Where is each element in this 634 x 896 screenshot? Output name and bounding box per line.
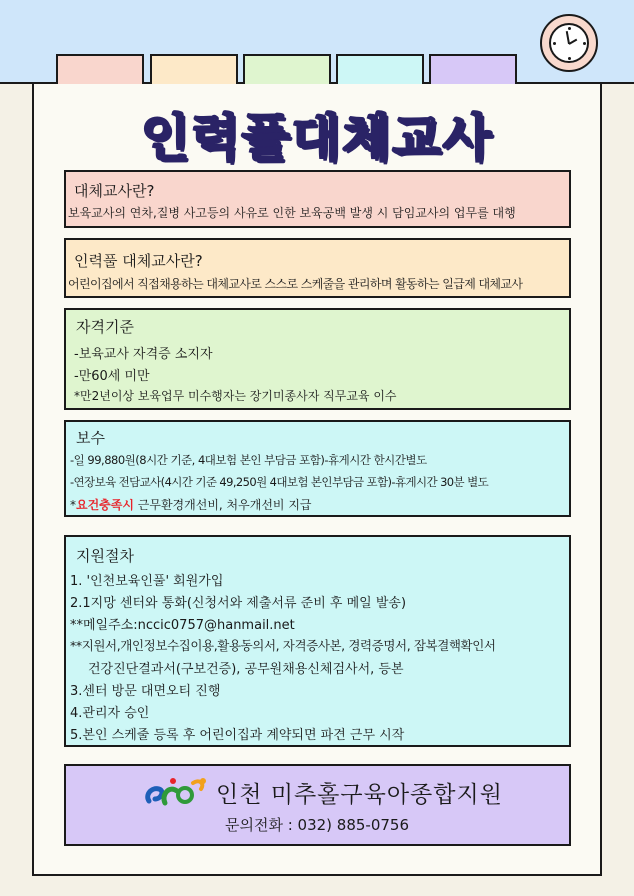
qualification-item: -만60세 미만: [74, 369, 150, 384]
procedure-item: 1. '인천보육인풀' 회원가입: [70, 574, 224, 589]
pay-note-highlight: 요건충족시: [76, 498, 134, 512]
pay-note-rest: 근무환경개선비, 처우개선비 지급: [133, 498, 312, 512]
procedure-item: **메일주소:nccic0757@hanmail.net: [70, 618, 295, 633]
pay-box: [64, 420, 571, 517]
procedure-heading: 지원절차: [76, 547, 134, 565]
tab-pink: [56, 54, 144, 86]
pool-definition-text: 어린이집에서 직접채용하는 대체교사로 스스로 스케줄을 관리하며 활동하는 일급제 대체교사: [68, 277, 523, 291]
tab-purple: [429, 54, 517, 86]
qualifications-box: [64, 308, 571, 410]
pay-item: -일 99,880원(8시간 기준, 4대보험 본인 부담금 포함)-휴게시간 한시간별도: [70, 453, 427, 467]
pool-definition-box: [64, 238, 571, 298]
procedure-item: 3.센터 방문 대면오티 진행: [70, 684, 221, 699]
procedure-box: [64, 535, 571, 747]
contact-phone: 문의전화 : 032) 885-0756: [224, 816, 410, 834]
qualification-item: -보육교사 자격증 소지자: [74, 347, 213, 362]
page-title: 인력풀대체교사: [140, 109, 494, 167]
pay-item: -연장보육 전담교사(4시간 기준 49,250원 4대보험 본인부담금 포함)-휴게시간 30분 별도: [70, 475, 489, 489]
logo-icon: [143, 773, 215, 809]
tab-cyan: [336, 54, 424, 86]
org-name: 인천 미추홀구육아종합지원: [216, 782, 503, 808]
pay-note-prefix: *: [70, 498, 76, 512]
pool-definition-heading: 인력풀 대체교사란?: [74, 252, 203, 270]
procedure-item: 2.1지망 센터와 통화(신청서와 제출서류 준비 후 메일 발송): [70, 596, 407, 611]
definition-text: 보육교사의 연차,질병 사고등의 사유로 인한 보육공백 발생 시 담임교사의 업무를 대행: [68, 206, 516, 220]
clock-icon: [540, 14, 598, 72]
definition-heading: 대체교사란?: [74, 182, 155, 200]
tab-yellow: [150, 54, 238, 86]
qualifications-heading: 자격기준: [76, 318, 134, 336]
procedure-item: **지원서,개인정보수집이용,활용동의서, 자격증사본, 경력증명서, 잠복결핵확인서: [70, 638, 496, 653]
procedure-item: 5.본인 스케줄 등록 후 어린이집과 계약되면 파견 근무 시작: [70, 728, 405, 743]
definition-box: [64, 170, 571, 228]
pay-heading: 보수: [76, 429, 105, 447]
qualification-item: *만2년이상 보육업무 미수행자는 장기미종사자 직무교육 이수: [74, 389, 397, 403]
procedure-item: 4.관리자 승인: [70, 706, 150, 721]
pay-note: [70, 496, 312, 513]
tab-green: [243, 54, 331, 86]
procedure-item: 건강진단결과서(구보건증), 공무원채용신체검사서, 등본: [88, 662, 404, 677]
